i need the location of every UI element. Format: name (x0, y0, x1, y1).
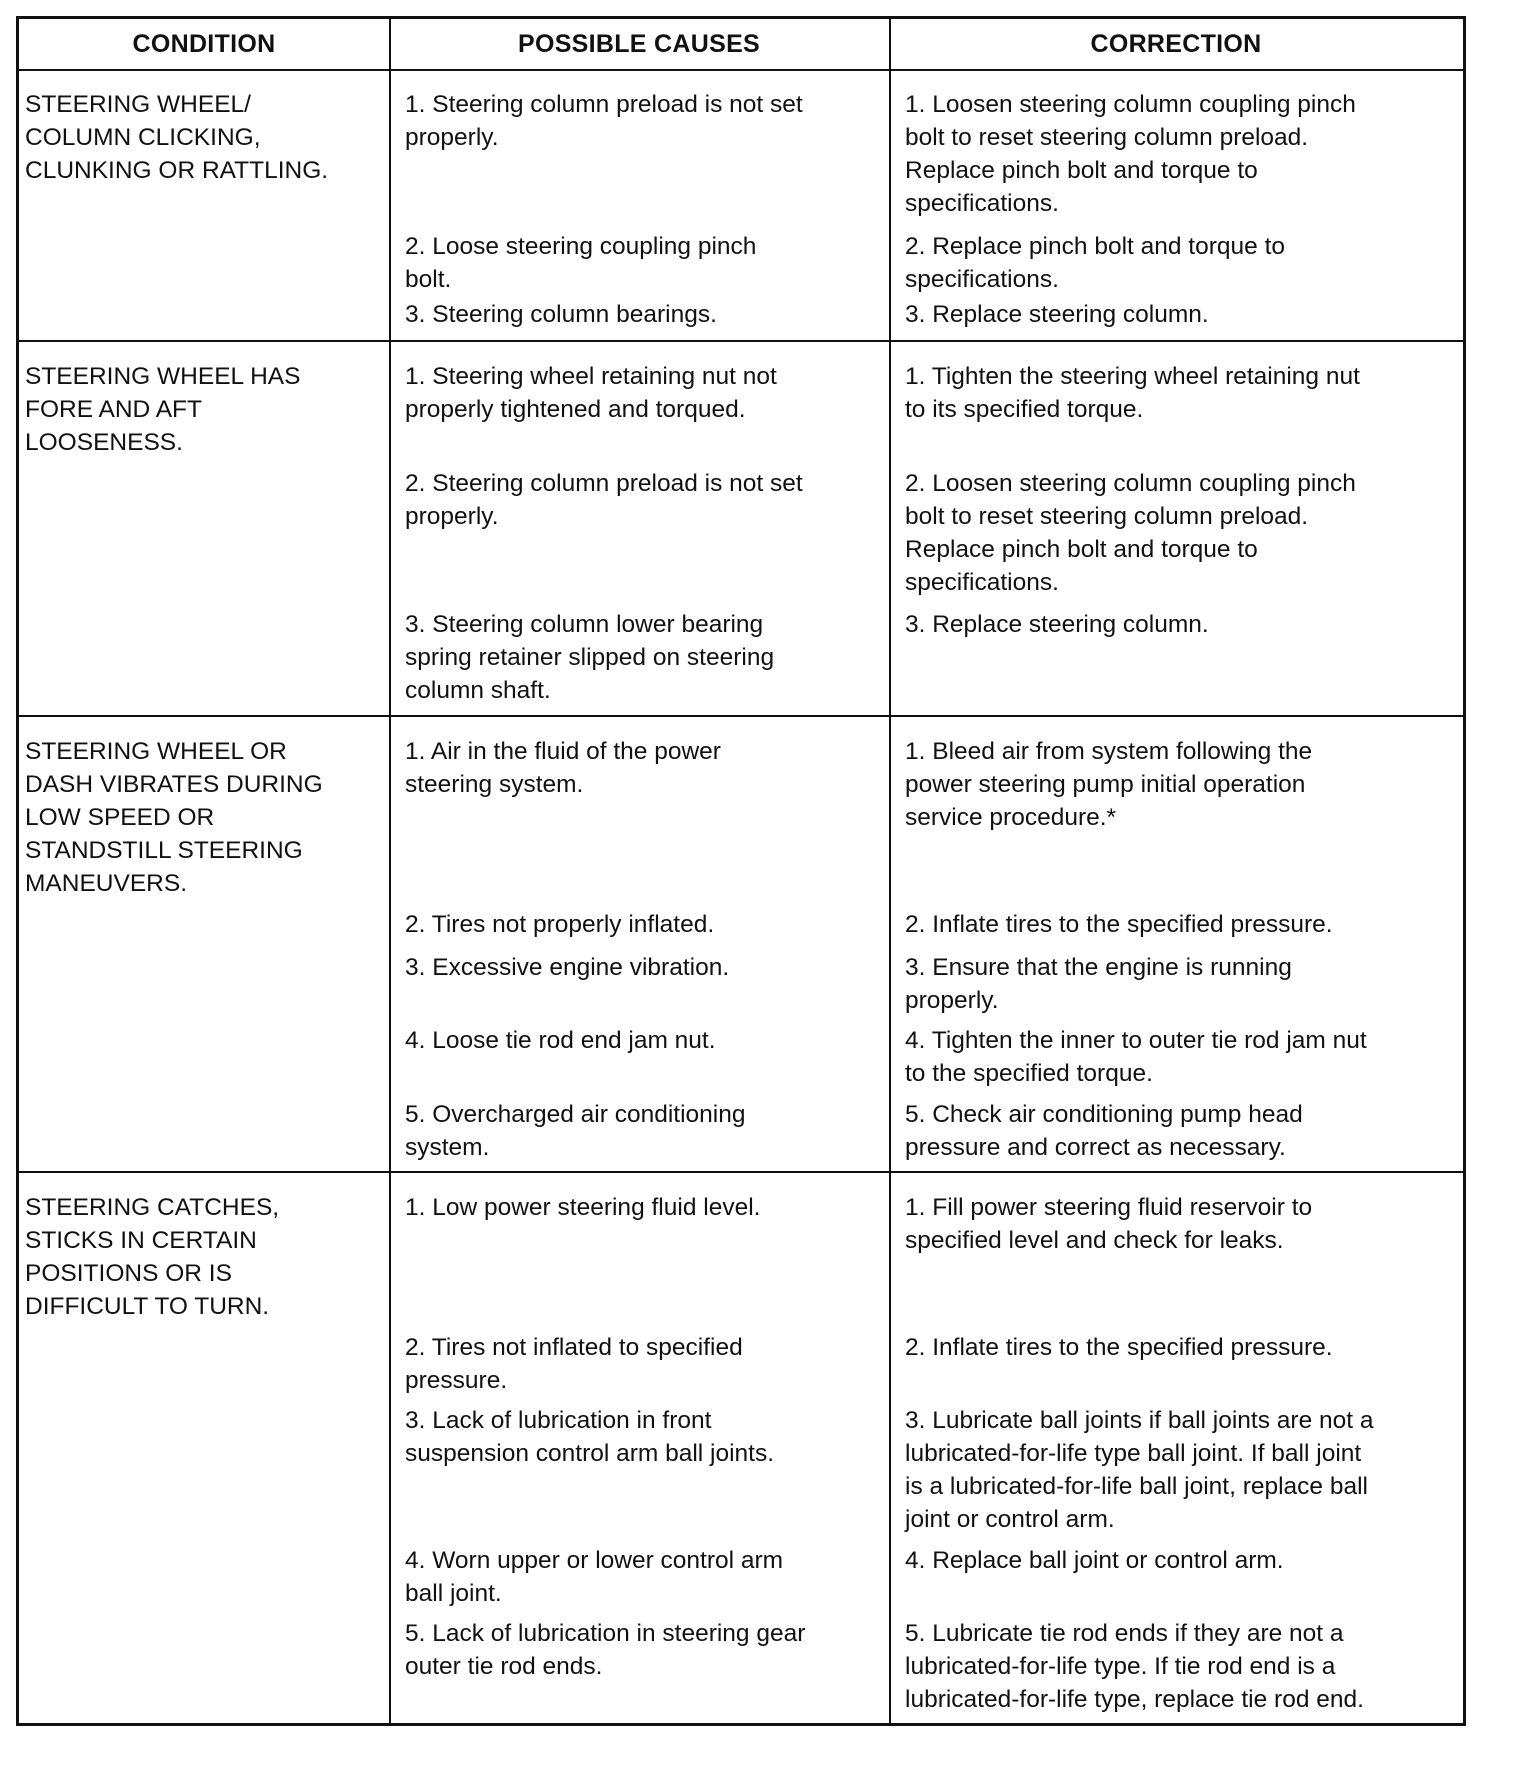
cause-item: 4. Worn upper or lower control arm ball joint. (405, 1547, 784, 1607)
cause-item: 1. Steering wheel retaining nut not properly tightened and torqued. (405, 363, 777, 423)
cause-item: 1. Steering column preload is not set properly. (405, 91, 803, 151)
correction-item: 1. Bleed air from system following the power steering pump initial operation service procedure.* (905, 738, 1313, 831)
correction-item: 2. Replace pinch bolt and torque to specifications. (905, 233, 1286, 293)
correction-item: 5. Check air conditioning pump head pressure and correct as necessary. (905, 1101, 1303, 1161)
correction-item: 4. Replace ball joint or control arm. (905, 1547, 1284, 1574)
condition-cell: STEERING WHEEL HAS FORE AND AFT LOOSENESS. (25, 363, 301, 456)
condition-cell: STEERING WHEEL OR DASH VIBRATES DURING LOW SPEED OR STANDSTILL STEERING MANEUVERS. (25, 738, 323, 897)
header-condition: CONDITION (132, 29, 276, 58)
row-divider (19, 1171, 1463, 1173)
correction-item: 3. Replace steering column. (905, 301, 1209, 328)
correction-item: 2. Inflate tires to the specified pressure. (905, 1334, 1333, 1361)
cause-item: 5. Lack of lubrication in steering gear outer tie rod ends. (405, 1620, 806, 1680)
header-correction: CORRECTION (1090, 29, 1262, 58)
correction-item: 4. Tighten the inner to outer tie rod jam nut to the specified torque. (905, 1027, 1367, 1087)
cause-item: 3. Lack of lubrication in front suspension control arm ball joints. (405, 1407, 775, 1467)
correction-item: 1. Tighten the steering wheel retaining nut to its specified torque. (905, 363, 1360, 423)
correction-item: 2. Inflate tires to the specified pressure. (905, 911, 1333, 938)
correction-item: 1. Loosen steering column coupling pinch bolt to reset steering column preload. Replace pinch bolt and torque to specifications. (905, 91, 1356, 217)
condition-cell: STEERING CATCHES, STICKS IN CERTAIN POSITIONS OR IS DIFFICULT TO TURN. (25, 1194, 280, 1320)
header-possible-causes: POSSIBLE CAUSES (517, 29, 761, 58)
header-divider (19, 69, 1463, 71)
cause-item: 3. Excessive engine vibration. (405, 954, 730, 981)
correction-item: 5. Lubricate tie rod ends if they are not a lubricated-for-life type. If tie rod end is a lubricated-for-life type, replace tie rod end. (905, 1620, 1364, 1713)
cause-item: 5. Overcharged air conditioning system. (405, 1101, 746, 1161)
correction-item: 3. Replace steering column. (905, 611, 1209, 638)
cause-item: 3. Steering column lower bearing spring retainer slipped on steering column shaft. (405, 611, 775, 704)
cause-item: 2. Tires not inflated to specified pressure. (405, 1334, 743, 1394)
row-divider (19, 715, 1463, 717)
cause-item: 1. Low power steering fluid level. (405, 1194, 761, 1221)
column-divider (389, 19, 391, 1723)
cause-item: 2. Tires not properly inflated. (405, 911, 715, 938)
row-divider (19, 340, 1463, 342)
correction-item: 3. Lubricate ball joints if ball joints are not a lubricated-for-life type ball joint. If ball joint is a lubricated-for-life ball joint, replace ball joint or control arm. (905, 1407, 1374, 1533)
correction-item: 3. Ensure that the engine is running properly. (905, 954, 1292, 1014)
condition-cell: STEERING WHEEL/ COLUMN CLICKING, CLUNKING OR RATTLING. (25, 91, 329, 184)
cause-item: 4. Loose tie rod end jam nut. (405, 1027, 716, 1054)
cause-item: 3. Steering column bearings. (405, 301, 717, 328)
column-divider (889, 19, 891, 1723)
diagnosis-table (16, 16, 1466, 1726)
cause-item: 2. Steering column preload is not set properly. (405, 470, 803, 530)
cause-item: 2. Loose steering coupling pinch bolt. (405, 233, 757, 293)
cause-item: 1. Air in the fluid of the power steering system. (405, 738, 721, 798)
correction-item: 1. Fill power steering fluid reservoir to specified level and check for leaks. (905, 1194, 1313, 1254)
correction-item: 2. Loosen steering column coupling pinch bolt to reset steering column preload. Replace pinch bolt and torque to specifications. (905, 470, 1356, 596)
